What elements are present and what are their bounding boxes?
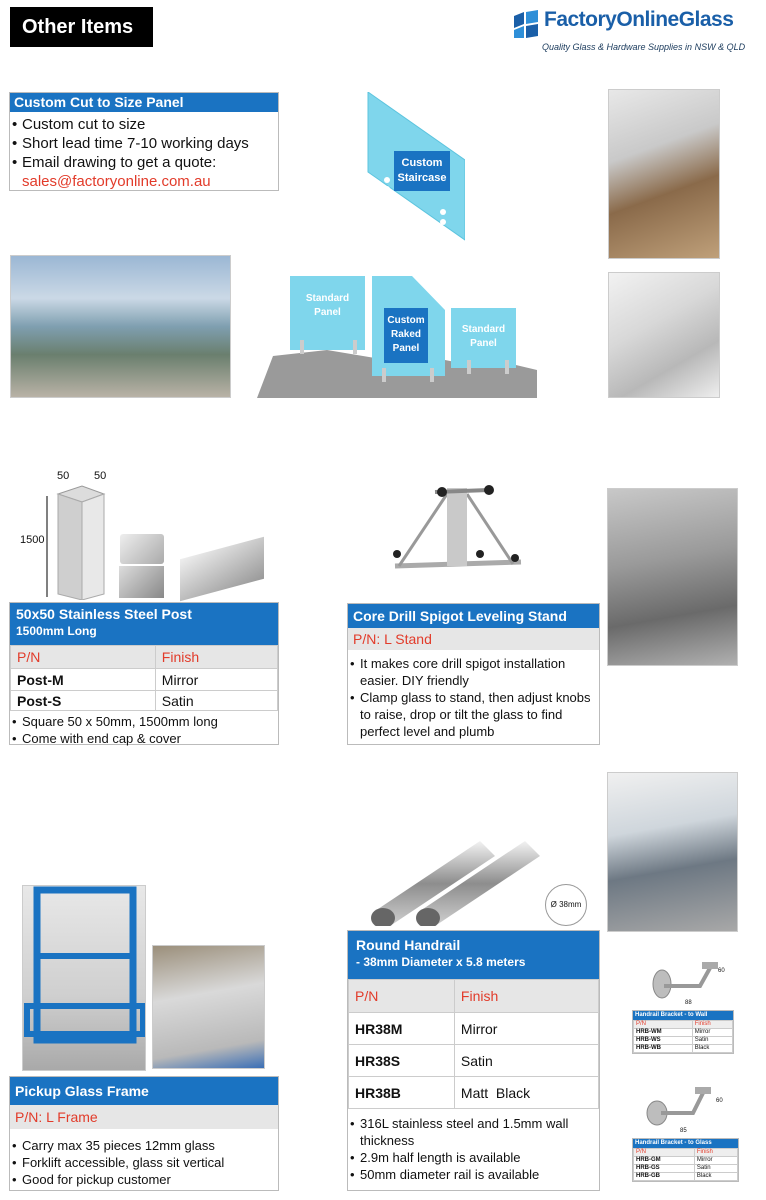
glass-frame-photo-1 [22,885,146,1071]
handrail-pn: HR38B [349,1077,455,1109]
handrail-col-pn: P/N [349,980,455,1013]
table-row [634,1165,738,1173]
table-row [11,691,278,711]
post-bullet: • Square 50 x 50mm, 1500mm long [10,713,278,730]
glass-bracket-col-finish: Finish [694,1149,737,1157]
stand-title: Core Drill Spigot Leveling Stand [348,604,599,628]
post-dim-width: 50 [57,470,70,482]
stand-card [347,603,600,745]
leveling-stand-drawing [385,482,525,582]
wall-bracket-finish: Black [692,1045,732,1053]
post-pn: Post-M [11,669,156,691]
page-section-title: Other Items [10,7,153,47]
staircase-photo-2 [608,272,720,398]
post-finish: Satin [155,691,277,711]
handrail-note: • 2.9m half length is available [348,1149,593,1166]
glass-bracket-title: Handrail Bracket - to Glass [633,1139,738,1148]
brand-mark-icon [512,10,540,38]
glass-bracket-pn: HRB-GB [634,1173,695,1181]
brand-logo [512,8,762,60]
glass-bracket-col-pn: P/N [634,1149,695,1157]
table-row [11,669,278,691]
pool-fence-photo [10,255,231,398]
frame-pn: P/N: L Frame [10,1105,278,1129]
wall-bracket-drawing [650,960,730,1002]
glass-frame-photo-2 [152,945,265,1069]
wall-bracket-dim-b: 88 [685,1000,692,1006]
handrail-finish: Satin [454,1045,598,1077]
handrail-note: • 316L stainless steel and 1.5mm wall thickness [348,1115,593,1149]
glass-frame-drawing [23,886,146,1071]
table-row [634,1029,733,1037]
table-row [349,1013,599,1045]
table-row [349,1045,599,1077]
post-cover-image [119,566,164,598]
handrail-pn: HR38M [349,1013,455,1045]
wall-bracket-pn: HRB-WM [634,1029,693,1037]
glass-bracket-table [632,1138,739,1182]
glass-bracket-finish: Mirror [694,1157,737,1165]
wall-bracket-table [632,1010,734,1054]
handrail-note: • 50mm diameter rail is available [348,1166,593,1183]
custom-panel-bullet: • Custom cut to size [10,115,278,134]
custom-panel-bullet: • Email drawing to get a quote: [10,153,278,172]
glass-bracket-dim-b: 85 [680,1128,687,1134]
handrail-pipes-drawing [370,836,545,926]
staircase-photo-1 [608,89,720,259]
wall-bracket-dim-a: 60 [718,968,725,974]
table-row [634,1045,733,1053]
stand-bullet: • Clamp glass to stand, then adjust knobs to raise, drop or tilt the glass to find perfect level and plumb [348,689,599,740]
handrail-finish: Matt Black [454,1077,598,1109]
staircase-label: Custom Staircase [397,157,447,184]
wall-bracket-col-pn: P/N [634,1021,693,1029]
glass-bracket-pn: HRB-GM [634,1157,695,1165]
post-subtitle: 1500mm Long [16,624,97,638]
post-col-pn: P/N [11,646,156,669]
wall-bracket-pn: HRB-WB [634,1045,693,1053]
wall-bracket-finish: Mirror [692,1029,732,1037]
quote-email-link[interactable]: sales@factoryonline.com.au [22,173,211,190]
table-row [634,1157,738,1165]
custom-panel-bullet: • Short lead time 7-10 working days [10,134,278,153]
handrail-card [347,930,600,1191]
wall-bracket-col-finish: Finish [692,1021,732,1029]
post-dim-depth: 50 [94,470,107,482]
post-bullet: • Come with end cap & cover [10,730,278,747]
bracket-install-photo [607,772,738,932]
handrail-finish: Mirror [454,1013,598,1045]
post-pn: Post-S [11,691,156,711]
custom-panel-card [9,92,279,191]
brand-tagline: Quality Glass & Hardware Supplies in NSW & QLD [542,42,746,52]
stand-pn: P/N: L Stand [348,628,599,650]
post-drawing [42,482,112,600]
brand-name: FactoryOnlineGlass [544,8,734,31]
standard-panel-label-left: Standard Panel [305,293,350,318]
wall-bracket-title: Handrail Bracket - to Wall [633,1011,733,1020]
wall-bracket-finish: Satin [692,1037,732,1045]
handrail-subtitle: - 38mm Diameter x 5.8 meters [356,955,526,969]
stand-bullet: • It makes core drill spigot installation easier. DIY friendly [348,655,599,689]
glass-bracket-finish: Black [694,1173,737,1181]
glass-bracket-dim-a: 60 [716,1098,723,1104]
diameter-badge: Ø 38mm [545,884,587,926]
post-col-finish: Finish [155,646,277,669]
post-piece-image [180,537,264,602]
frame-bullet: • Carry max 35 pieces 12mm glass [10,1137,278,1154]
handrail-title: Round Handrail [356,937,461,953]
frame-title: Pickup Glass Frame [10,1077,278,1105]
standard-panel-label-right: Standard Panel [461,324,506,349]
custom-panel-title: Custom Cut to Size Panel [10,93,278,112]
glass-bracket-pn: HRB-GS [634,1165,695,1173]
table-row [349,1077,599,1109]
frame-bullet: • Forklift accessible, glass sit vertical [10,1154,278,1171]
frame-bullet: • Good for pickup customer [10,1171,278,1188]
post-card [9,602,279,745]
frame-card [9,1076,279,1191]
table-row [634,1173,738,1181]
handrail-col-finish: Finish [454,980,598,1013]
post-finish: Mirror [155,669,277,691]
glass-bracket-finish: Satin [694,1165,737,1173]
post-dim-height: 1500 [20,534,45,546]
raked-panel-label: Custom Raked Panel [387,315,425,354]
post-title: 50x50 Stainless Steel Post [16,606,192,622]
leveling-stand-photo [607,488,738,666]
wall-bracket-pn: HRB-WS [634,1037,693,1045]
glass-bracket-drawing [645,1085,725,1130]
table-row [634,1037,733,1045]
handrail-pn: HR38S [349,1045,455,1077]
end-cap-image [120,534,164,564]
